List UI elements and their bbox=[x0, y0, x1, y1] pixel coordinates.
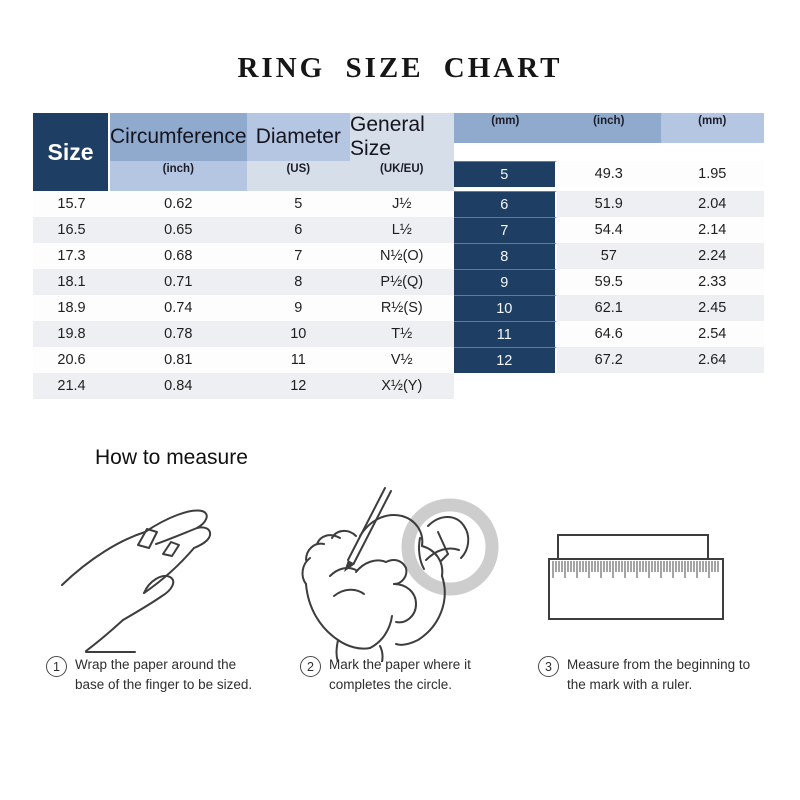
table-cell: 8 bbox=[247, 269, 350, 295]
table-cell: 1.95 bbox=[661, 161, 764, 187]
table-cell: 2.54 bbox=[661, 321, 764, 347]
wrap-hand-illustration bbox=[50, 490, 270, 660]
step-1-number-icon: 1 bbox=[46, 656, 67, 677]
step-2 bbox=[300, 655, 489, 694]
step-3 bbox=[538, 655, 767, 694]
table-cell: 20.6 bbox=[33, 347, 110, 373]
step-2-number-icon: 2 bbox=[300, 656, 321, 677]
table-cell: 2.33 bbox=[661, 269, 764, 295]
size-cell: 11 bbox=[454, 321, 558, 347]
table-cell: 2.64 bbox=[661, 347, 764, 373]
table-cell: 11 bbox=[247, 347, 350, 373]
table-cell: X½(Y) bbox=[350, 373, 453, 399]
circumference-header: Circumference bbox=[110, 113, 247, 161]
table-cell: N½(O) bbox=[350, 243, 453, 269]
table-cell: 10 bbox=[247, 321, 350, 347]
circumference-inch-subheader: (inch) bbox=[557, 113, 660, 143]
page-title: RING SIZE CHART bbox=[237, 52, 563, 84]
size-cell: 6 bbox=[454, 191, 558, 217]
table-cell: 2.14 bbox=[661, 217, 764, 243]
step-3-number-icon: 3 bbox=[538, 656, 559, 677]
general-size-header: General Size bbox=[350, 113, 453, 161]
size-column-header: Size bbox=[33, 113, 110, 191]
diameter-header: Diameter bbox=[247, 113, 350, 161]
diameter-inch-subheader: (inch) bbox=[110, 161, 247, 191]
table-cell: T½ bbox=[350, 321, 453, 347]
size-cell: 5 bbox=[454, 161, 558, 187]
table-cell: 0.68 bbox=[110, 243, 247, 269]
step-1 bbox=[46, 655, 253, 694]
table-cell: J½ bbox=[350, 191, 453, 217]
table-cell: 5 bbox=[247, 191, 350, 217]
table-cell: 49.3 bbox=[557, 161, 660, 187]
table-cell: P½(Q) bbox=[350, 269, 453, 295]
table-cell: 0.71 bbox=[110, 269, 247, 295]
table-cell: 6 bbox=[247, 217, 350, 243]
table-cell: 19.8 bbox=[33, 321, 110, 347]
ukeu-subheader: (UK/EU) bbox=[350, 161, 453, 191]
table-cell: 51.9 bbox=[557, 191, 660, 217]
table-cell: 0.74 bbox=[110, 295, 247, 321]
ring-size-table bbox=[33, 113, 764, 399]
step-3-text: Measure from the beginning to the mark with a ruler. bbox=[567, 657, 751, 692]
table-cell: 12 bbox=[247, 373, 350, 399]
table-cell: 9 bbox=[247, 295, 350, 321]
us-subheader: (US) bbox=[247, 161, 350, 191]
step-2-text: Mark the paper where it completes the circle. bbox=[329, 657, 471, 692]
size-cell: 10 bbox=[454, 295, 558, 321]
table-cell: 0.62 bbox=[110, 191, 247, 217]
table-cell: R½(S) bbox=[350, 295, 453, 321]
table-cell: 62.1 bbox=[557, 295, 660, 321]
size-cell: 12 bbox=[454, 347, 558, 373]
how-to-measure-heading: How to measure bbox=[95, 446, 248, 469]
table-cell: 21.4 bbox=[33, 373, 110, 399]
mark-pen-illustration bbox=[290, 480, 525, 662]
table-cell: 0.65 bbox=[110, 217, 247, 243]
size-cell: 7 bbox=[454, 217, 558, 243]
paper-strip bbox=[558, 535, 708, 559]
table-cell: 0.78 bbox=[110, 321, 247, 347]
table-cell: 7 bbox=[247, 243, 350, 269]
table-cell: 57 bbox=[557, 243, 660, 269]
size-cell: 9 bbox=[454, 269, 558, 295]
table-cell: 2.45 bbox=[661, 295, 764, 321]
diameter-mm-subheader: (mm) bbox=[661, 113, 764, 143]
table-cell: 0.84 bbox=[110, 373, 247, 399]
table-cell: 64.6 bbox=[557, 321, 660, 347]
step-1-text: Wrap the paper around the base of the finger to be sized. bbox=[75, 657, 253, 692]
circumference-mm-subheader: (mm) bbox=[454, 113, 558, 143]
table-cell: 67.2 bbox=[557, 347, 660, 373]
table-cell: L½ bbox=[350, 217, 453, 243]
table-cell: V½ bbox=[350, 347, 453, 373]
ruler-illustration bbox=[540, 505, 775, 655]
table-cell: 54.4 bbox=[557, 217, 660, 243]
table-cell: 18.1 bbox=[33, 269, 110, 295]
table-cell: 17.3 bbox=[33, 243, 110, 269]
size-cell: 8 bbox=[454, 243, 558, 269]
table-cell: 15.7 bbox=[33, 191, 110, 217]
table-cell: 18.9 bbox=[33, 295, 110, 321]
table-cell: 59.5 bbox=[557, 269, 660, 295]
table-cell: 0.81 bbox=[110, 347, 247, 373]
table-cell: 2.24 bbox=[661, 243, 764, 269]
table-cell: 16.5 bbox=[33, 217, 110, 243]
table-cell: 2.04 bbox=[661, 191, 764, 217]
